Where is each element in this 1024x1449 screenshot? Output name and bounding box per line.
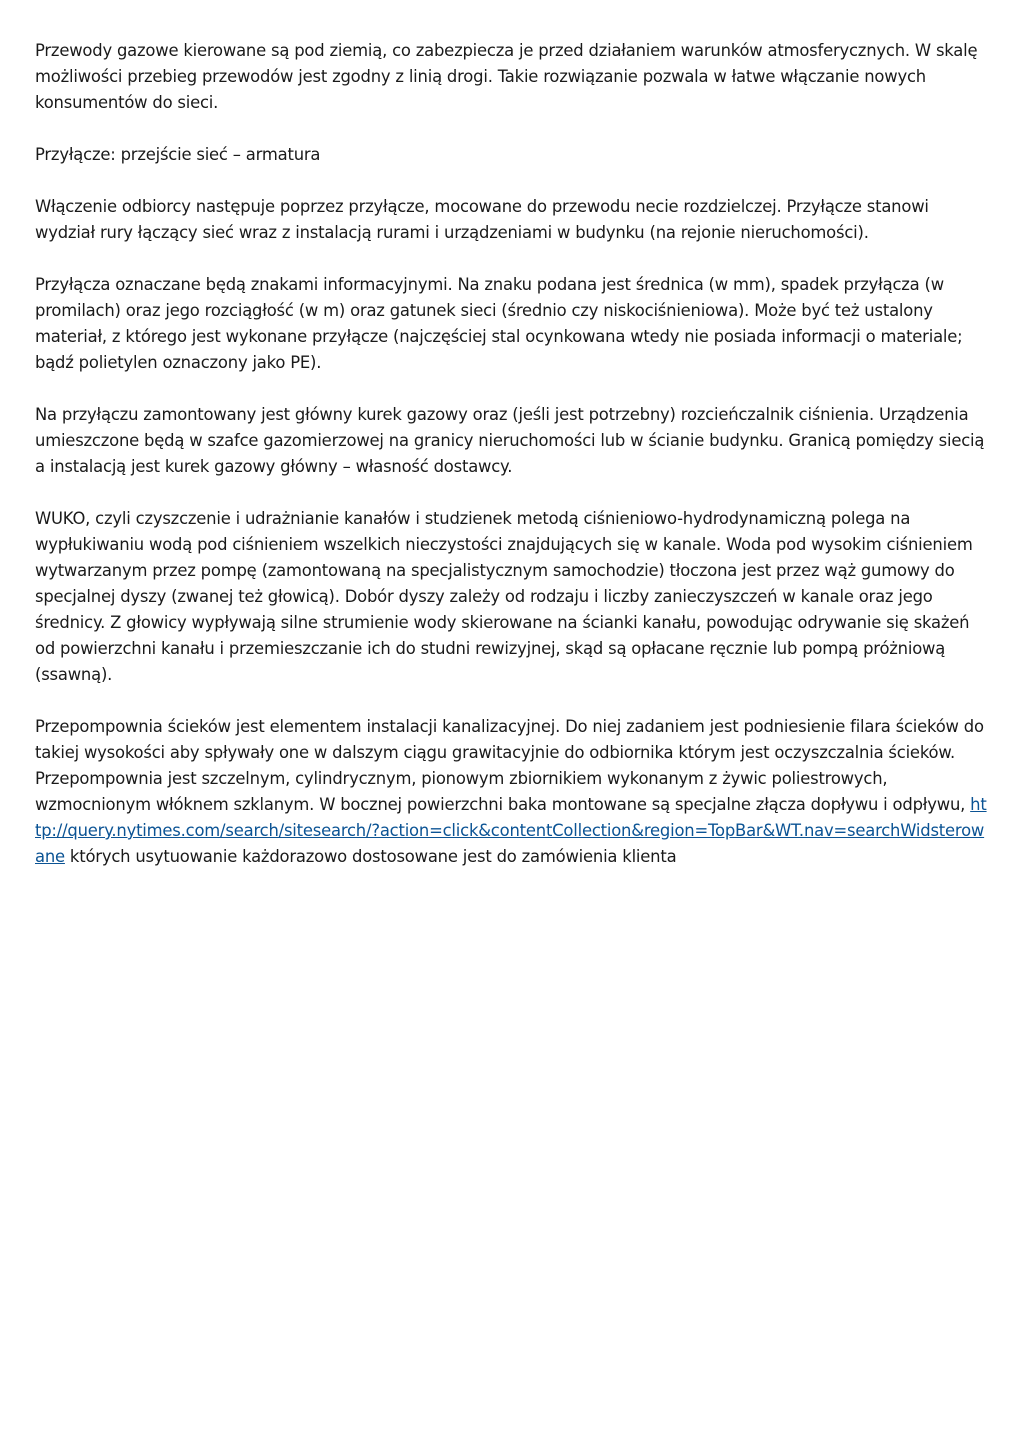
paragraph-gas-valve: Na przyłączu zamontowany jest główny kurek gazowy oraz (jeśli jest potrzebny) rozcieńczalnik ciśnienia. Urządzenia umieszczone będą w szafce gazomierzowej na granicy nieruchomości lub w ścianie budynku. Granicą pomiędzy siecią a instalacją jest kurek gazowy główny – własność dostawcy. (35, 405, 985, 476)
paragraph-consumer-connection: Włączenie odbiorcy następuje poprzez przyłącze, mocowane do przewodu necie rozdzielczej. Przyłącze stanowi wydział rury łączący sieć wraz z instalacją rurami i urządzeniami w budynku (na rejonie nieruchomości). (35, 197, 929, 242)
nytimes-search-link[interactable]: http://query.nytimes.com/search/sitesearch/?action=click&contentCollection&region=TopBar&WT.nav=searchWidsterowane (35, 795, 987, 866)
paragraph-gas-pipes: Przewody gazowe kierowane są pod ziemią, co zabezpiecza je przed działaniem warunków atmosferycznych. W skalę możliwości przebieg przewodów jest zgodny z linią drogi. Takie rozwiązanie pozwala w łatwe włączanie nowych konsumentów do sieci. (35, 41, 978, 112)
paragraph-connection-heading: Przyłącze: przejście sieć – armatura (35, 145, 321, 164)
document-page (35, 38, 990, 896)
pumping-station-text: Przepompownia ścieków jest elementem instalacji kanalizacyjnej. Do niej zadaniem jest podniesienie filara ścieków do takiej wysokości aby spływały one w dalszym ciągu grawitacyjnie do odbiornika którym jest oczyszczalnia ścieków. Przepompownia jest szczelnym, cylindrycznym, pionowym zbiornikiem wykonanym z żywic poliestrowych, wzmocnionym włóknem szklanym. W bocznej powierzchni baka montowane są specjalne złącza dopływu i odpływu, (35, 717, 984, 814)
pumping-station-text-end: których usytuowanie każdorazowo dostosowane jest do zamówienia klienta (64, 847, 677, 866)
paragraph-pumping-station (35, 714, 990, 870)
paragraph-connection-signs: Przyłącza oznaczane będą znakami informacyjnymi. Na znaku podana jest średnica (w mm), spadek przyłącza (w promilach) oraz jego rozciągłość (w m) oraz gatunek sieci (średnio czy niskociśnieniowa). Może być też ustalony materiał, z którego jest wykonane przyłącze (najczęściej stal ocynkowana wtedy nie posiada informacji o materiale; bądź polietylen oznaczony jako PE). (35, 275, 963, 372)
paragraph-wuko-cleaning: WUKO, czyli czyszczenie i udrażnianie kanałów i studzienek metodą ciśnieniowo-hydrodynamiczną polega na wypłukiwaniu wodą pod ciśnieniem wszelkich nieczystości znajdujących się w kanale. Woda pod wysokim ciśnieniem wytwarzanym przez pompę (zamontowaną na specjalistycznym samochodzie) tłoczona jest przez wąż gumowy do specjalnej dyszy (zwanej też głowicą). Dobór dyszy zależy od rodzaju i liczby zanieczyszczeń w kanale oraz jego średnicy. Z głowicy wypływają silne strumienie wody skierowane na ścianki kanału, powodując odrywanie się skażeń od powierzchni kanału i przemieszczanie ich do studni rewizyjnej, skąd są opłacane ręcznie lub pompą próżniową (ssawną). (35, 509, 973, 684)
